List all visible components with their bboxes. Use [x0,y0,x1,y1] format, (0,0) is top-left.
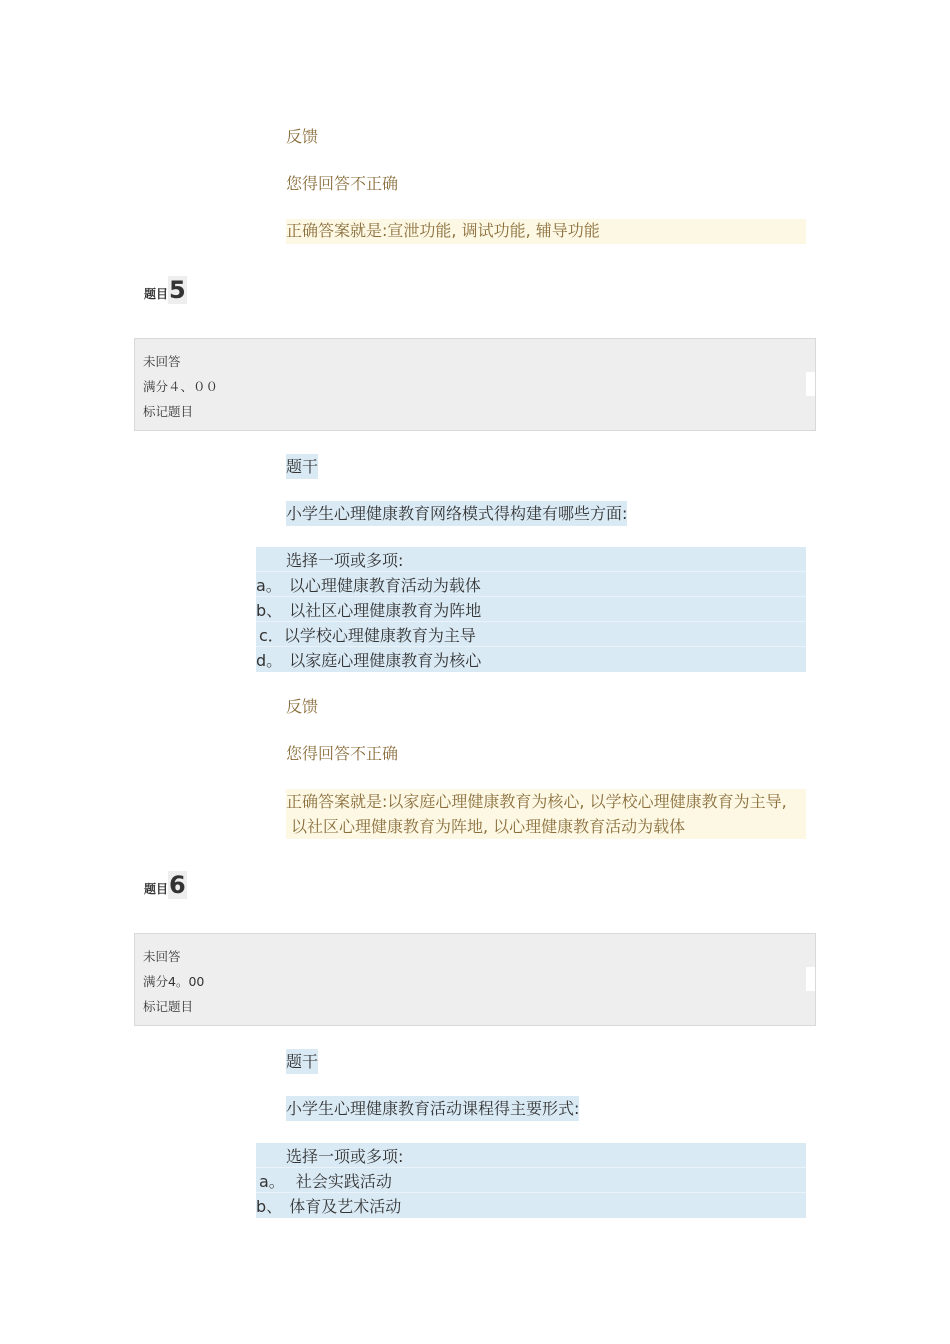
options-box [256,1143,806,1218]
correct-answer-box [286,219,806,244]
option-text: 以社区心理健康教育为阵地 [289,601,482,620]
stem-heading: 题干 [286,1049,318,1074]
panel-notch [806,967,815,991]
options-prompt: 选择一项或多项: [286,551,404,570]
question-label: 题目 [144,287,169,301]
correct-answer-line-2: 以社区心理健康教育为阵地, 以心理健康教育活动为载体 [291,817,686,836]
option-letter: a。 [256,576,282,595]
question-stem: 小学生心理健康教育网络模式得构建有哪些方面: [286,501,627,526]
question-score: 满分4。00 [143,974,205,989]
question-stem: 小学生心理健康教育活动课程得主要形式: [286,1096,579,1121]
correct-answer-box [286,789,806,839]
option-b[interactable] [256,598,481,623]
question-status: 未回答 [143,949,181,964]
question-score: 满分４、００ [143,379,219,394]
stem-heading: 题干 [286,454,318,479]
feedback-result: 您得回答不正确 [286,744,399,763]
question-status: 未回答 [143,354,181,369]
question-info-panel [134,338,816,431]
option-text: 以心理健康教育活动为载体 [288,576,481,595]
feedback-heading: 反馈 [286,697,319,716]
options-box [256,547,806,672]
correct-answer: 正确答案就是:宣泄功能, 调试功能, 辅导功能 [286,221,600,240]
options-prompt: 选择一项或多项: [286,1147,404,1166]
option-letter: b、 [256,601,283,620]
flag-question-link[interactable]: 标记题目 [143,999,194,1014]
question-label: 题目 [144,882,169,896]
question-title [144,871,187,899]
option-c[interactable] [259,623,476,648]
option-b[interactable] [256,1194,401,1219]
question-info-panel [134,933,816,1026]
option-letter: b、 [256,1197,283,1216]
option-a[interactable] [259,1169,392,1194]
option-a[interactable] [256,573,481,598]
option-letter: a。 [259,1172,285,1191]
panel-notch [806,372,815,396]
correct-answer-line-1: 正确答案就是:以家庭心理健康教育为核心, 以学校心理健康教育为主导, [286,792,787,811]
flag-question-link[interactable]: 标记题目 [143,404,194,419]
feedback-heading: 反馈 [286,127,319,146]
option-text: 以学校心理健康教育为主导 [283,626,476,645]
option-letter: d。 [256,651,283,670]
option-text: 以家庭心理健康教育为核心 [289,651,482,670]
feedback-result: 您得回答不正确 [286,174,399,193]
question-number: 6 [169,871,186,899]
option-text: 社会实践活动 [295,1172,392,1191]
question-number: 5 [169,276,186,304]
option-letter: c． [259,626,284,645]
question-title [144,276,187,304]
option-text: 体育及艺术活动 [289,1197,402,1216]
option-d[interactable] [256,648,481,673]
